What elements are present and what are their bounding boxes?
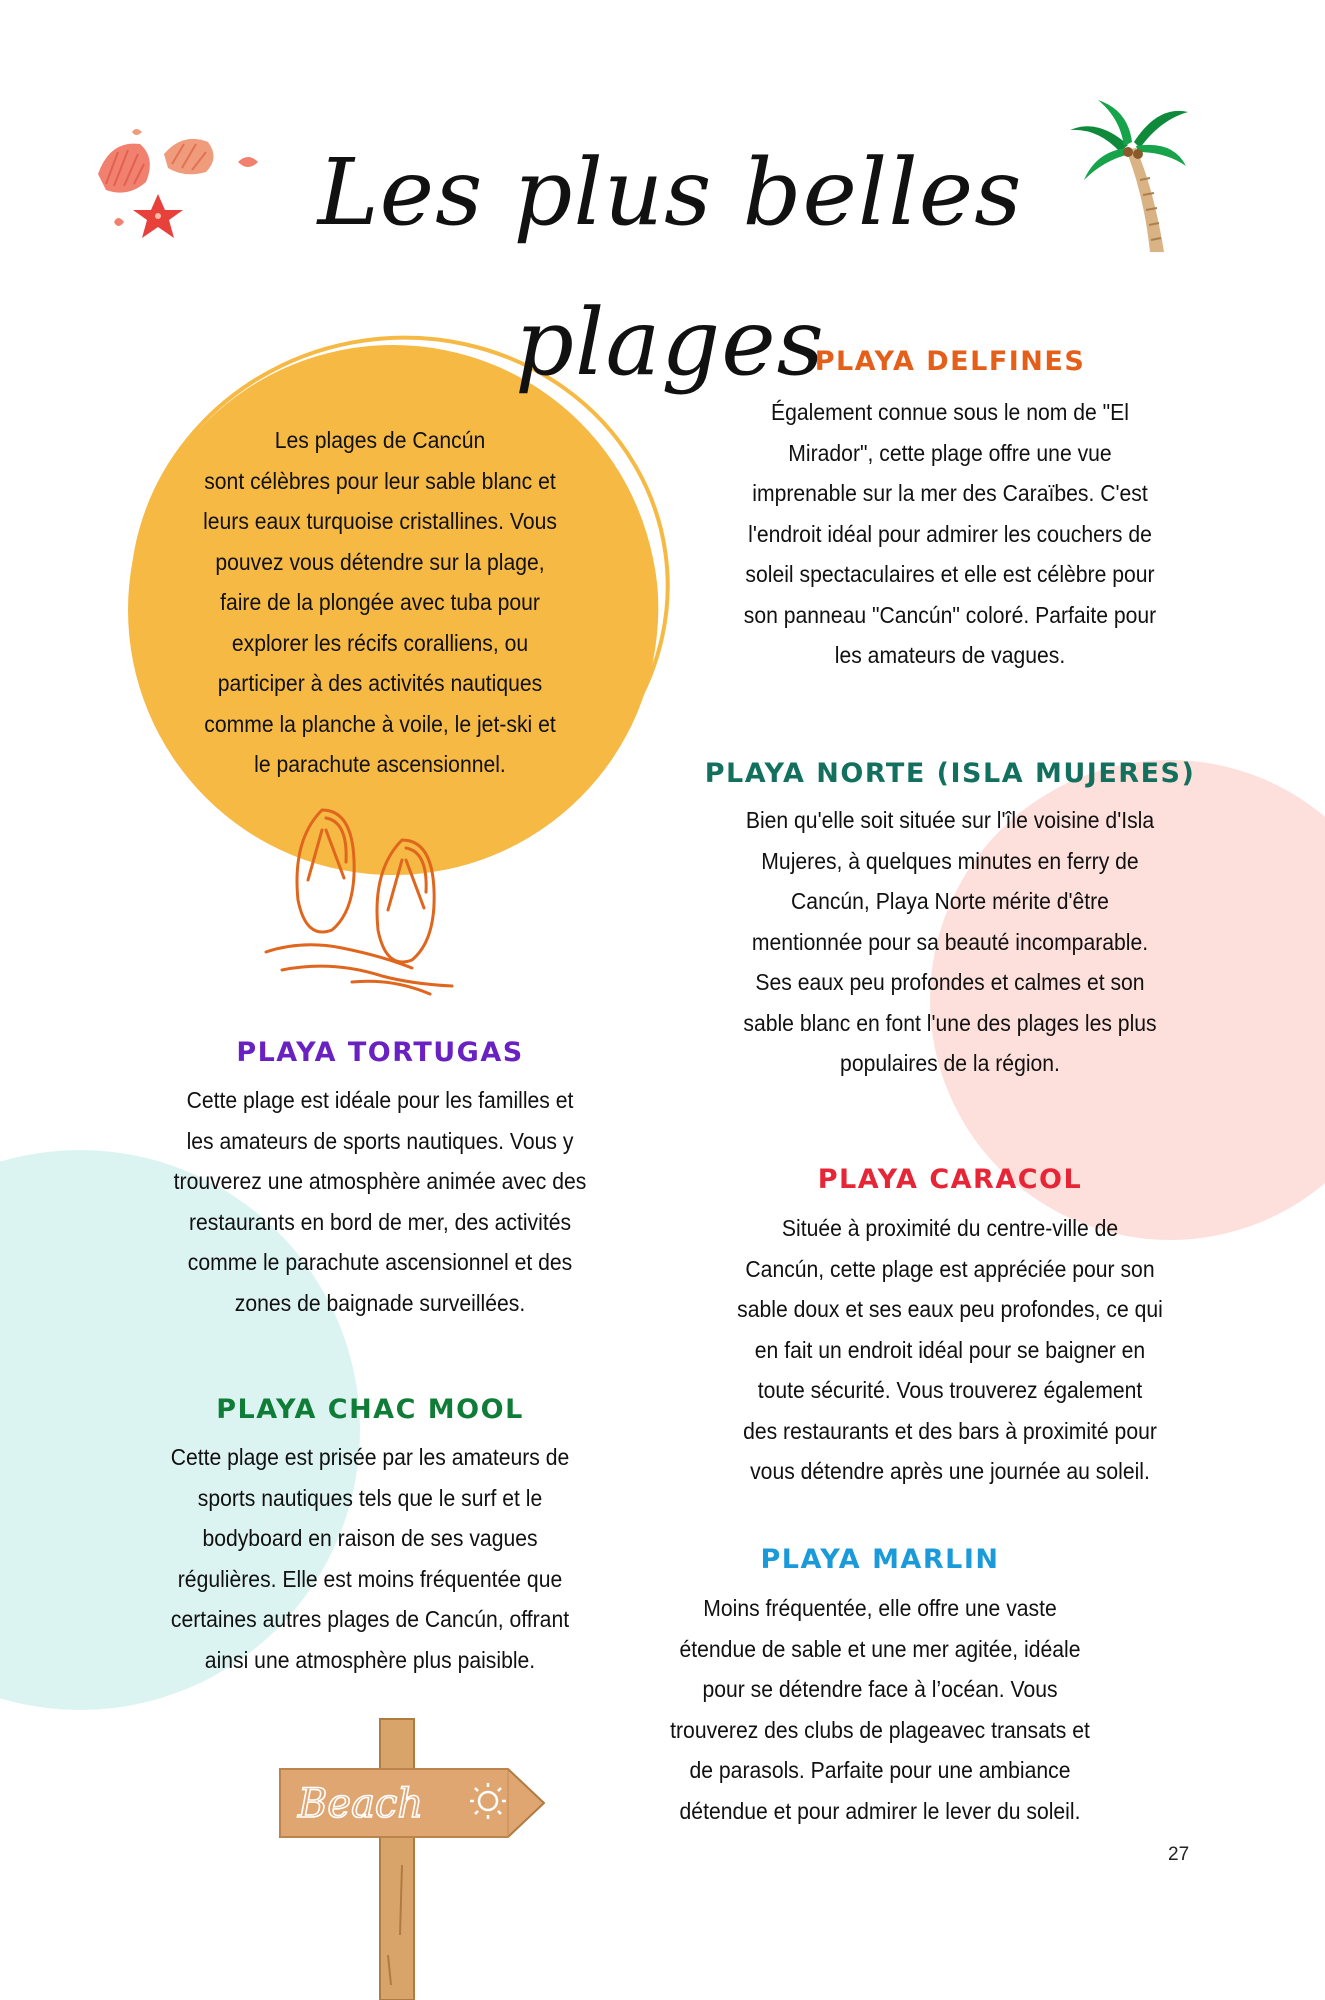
body-line: sable doux et ses eaux peu profondes, ce qui — [737, 1296, 1163, 1322]
beach-sign-icon — [270, 1715, 560, 2000]
intro-line: le parachute ascensionnel. — [254, 751, 506, 777]
body-line: Cancún, Playa Norte mérite d'être — [791, 888, 1109, 914]
flip-flops-icon — [262, 800, 492, 1000]
body-line: Cette plage est prisée par les amateurs de — [170, 1444, 570, 1470]
intro-line: faire de la plongée avec tuba pour — [220, 589, 540, 615]
body-line: Située à proximité du centre-ville de — [781, 1215, 1119, 1241]
body-line: sable blanc en font l'une des plages les plus — [743, 1009, 1157, 1036]
body-line: restaurants en bord de mer, des activités — [188, 1208, 572, 1235]
body-line: Mujeres, à quelques minutes en ferry de — [761, 847, 1139, 874]
body-line: régulières. Elle est moins fréquentée que — [177, 1565, 563, 1592]
intro-text — [164, 420, 596, 785]
body-line: Cette plage est idéale pour les familles et — [186, 1087, 574, 1113]
body-line: vous détendre après une journée au soleil. — [750, 1458, 1150, 1484]
body-line: zones de baignade surveillées. — [234, 1289, 526, 1316]
body-line: bodyboard en raison de ses vagues — [202, 1525, 538, 1551]
body-line: Ses eaux peu profondes et calmes et son — [755, 969, 1145, 995]
body-line: son panneau "Cancún" coloré. Parfaite pour — [743, 601, 1157, 628]
section-title-chac-mool: PLAYA CHAC MOOL — [216, 1394, 524, 1425]
body-line: sports nautiques tels que le surf et le — [197, 1484, 543, 1511]
section-title-caracol: PLAYA CARACOL — [817, 1164, 1083, 1195]
body-line: imprenable sur la mer des Caraïbes. C'est — [752, 480, 1148, 506]
body-line: en fait un endroit idéal pour se baigner en — [754, 1336, 1146, 1363]
body-line: étendue de sable et une mer agitée, idéale — [679, 1635, 1081, 1662]
section-body-delfines — [716, 392, 1184, 676]
body-line: Cancún, cette plage est appréciée pour son — [745, 1255, 1155, 1282]
body-line: mentionnée pour sa beauté incomparable. — [751, 928, 1149, 955]
section-title-delfines: PLAYA DELFINES — [814, 346, 1086, 377]
body-line: l'endroit idéal pour admirer les couchers de — [748, 520, 1152, 547]
section-body-marlin — [646, 1588, 1114, 1831]
intro-line: sont célèbres pour leur sable blanc et — [204, 467, 556, 494]
body-line: des restaurants et des bars à proximité pour — [743, 1417, 1157, 1444]
intro-line: Les plages de Cancún — [274, 427, 486, 453]
sign-text: Beach — [298, 1781, 424, 1827]
page-title: Les plus belles plages — [317, 139, 1023, 396]
body-line: Moins fréquentée, elle offre une vaste — [703, 1595, 1057, 1621]
intro-line: comme la planche à voile, le jet-ski et — [204, 710, 556, 737]
palm-tree-icon — [1058, 90, 1198, 260]
section-body-caracol — [716, 1208, 1184, 1492]
section-body-chac-mool — [136, 1437, 604, 1680]
section-body-tortugas — [146, 1080, 614, 1323]
section-title-norte: PLAYA NORTE (ISLA MUJERES) — [704, 758, 1196, 789]
body-line: Mirador", cette plage offre une vue — [788, 439, 1112, 466]
page-number: 27 — [1168, 1844, 1190, 1865]
body-line: trouverez une atmosphère animée avec des — [173, 1168, 587, 1194]
body-line: ainsi une atmosphère plus paisible. — [204, 1646, 536, 1673]
body-line: les amateurs de vagues. — [834, 642, 1066, 668]
body-line: Également connue sous le nom de "El — [771, 399, 1129, 425]
seashells-starfish-icon — [88, 122, 268, 252]
section-title-tortugas: PLAYA TORTUGAS — [236, 1037, 524, 1068]
body-line: certaines autres plages de Cancún, offrant — [170, 1606, 570, 1632]
body-line: de parasols. Parfaite pour une ambiance — [689, 1757, 1071, 1783]
body-line: comme le parachute ascensionnel et des — [187, 1249, 573, 1275]
body-line: détendue et pour admirer le lever du soleil. — [679, 1797, 1081, 1824]
body-line: trouverez des clubs de plageavec transats et — [670, 1716, 1090, 1743]
intro-line: leurs eaux turquoise cristallines. Vous — [203, 508, 557, 534]
body-line: Bien qu'elle soit située sur l'île voisine d'Isla — [745, 807, 1155, 833]
section-body-norte — [716, 800, 1184, 1084]
intro-line: participer à des activités nautiques — [217, 670, 543, 696]
body-line: populaires de la région. — [840, 1050, 1060, 1076]
intro-line: pouvez vous détendre sur la plage, — [215, 548, 545, 575]
body-line: les amateurs de sports nautiques. Vous y — [186, 1127, 574, 1154]
body-line: soleil spectaculaires et elle est célèbre pour — [745, 561, 1155, 587]
body-line: pour se détendre face à l’océan. Vous — [702, 1676, 1058, 1702]
section-title-marlin: PLAYA MARLIN — [760, 1544, 1000, 1575]
body-line: toute sécurité. Vous trouverez également — [757, 1377, 1143, 1403]
intro-line: explorer les récifs coralliens, ou — [231, 629, 529, 656]
